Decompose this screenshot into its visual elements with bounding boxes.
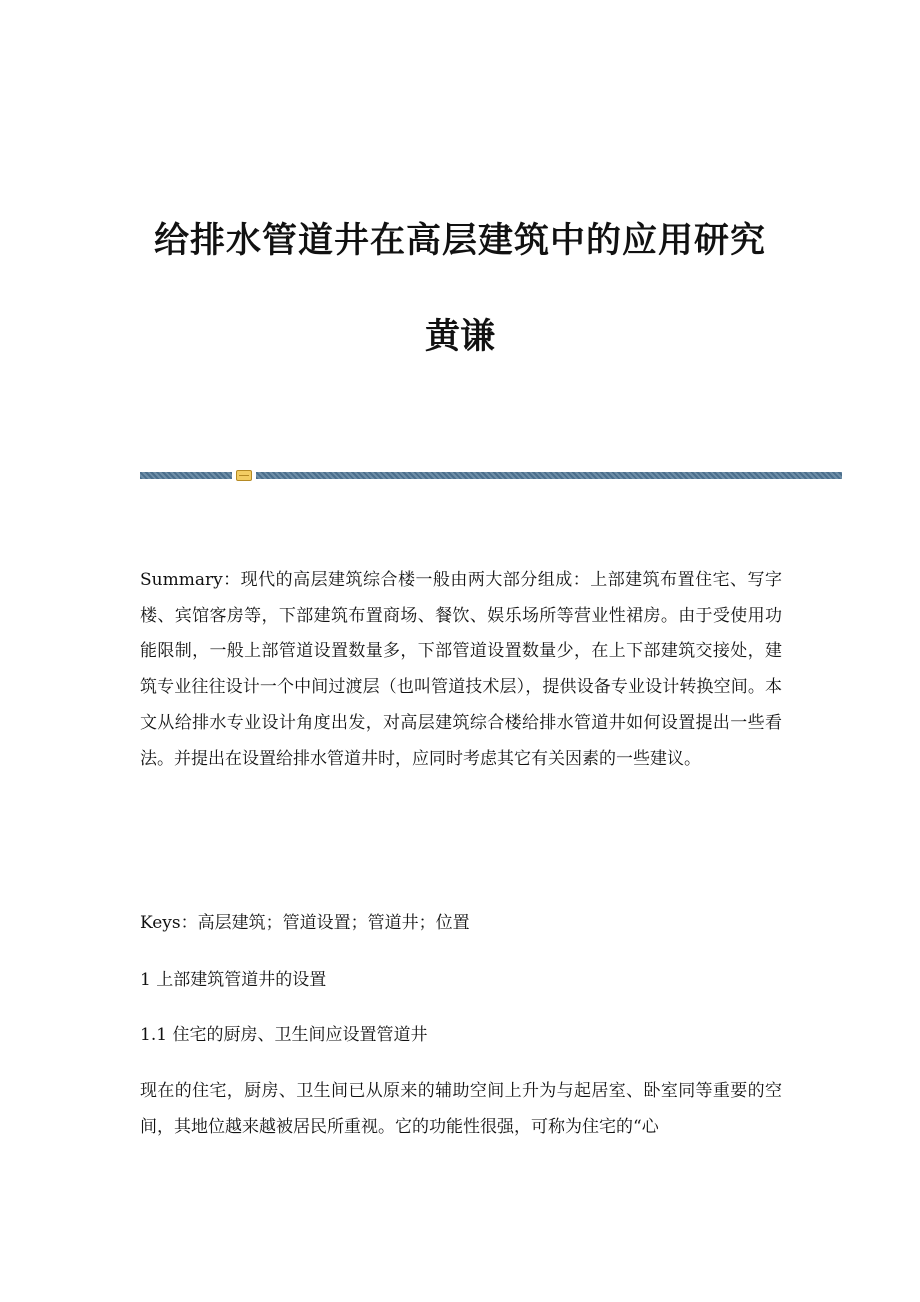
divider-bar-right [256,472,842,479]
keywords-text: 高层建筑；管道设置；管道井；位置 [197,913,470,933]
keywords-label: Keys： [140,913,198,933]
summary-paragraph [140,563,782,777]
keywords-paragraph [140,906,782,942]
section-heading-1-1: 1.1 住宅的厨房、卫生间应设置管道井 [140,1025,428,1045]
divider-ornament-icon [236,470,252,481]
divider-bar-left [140,472,232,479]
section-heading-1: 1 上部建筑管道井的设置 [140,970,327,990]
summary-text: 现代的高层建筑综合楼一般由两大部分组成：上部建筑布置住宅、写字楼、宾馆客房等，下部建筑布置商场、餐饮、娱乐场所等营业性裙房。由于受使用功能限制，一般上部管道设置数量多，下部管道设置数量少，在上下部建筑交接处，建筑专业往往设计一个中间过渡层（也叫管道技术层），提供设备专业设计转换空间。本文从给排水专业设计角度出发，对高层建筑综合楼给排水管道井如何设置提出一些看法。并提出在设置给排水管道井时，应同时考虑其它有关因素的一些建议。 [140,570,783,769]
summary-label: Summary： [140,570,241,590]
body-paragraph: 现在的住宅，厨房、卫生间已从原来的辅助空间上升为与起居室、卧室同等重要的空间，其地位越来越被居民所重视。它的功能性很强，可称为住宅的“心 [140,1081,782,1137]
decorative-divider [140,470,842,480]
document-author: 黄谦 [424,316,495,357]
document-title: 给排水管道井在高层建筑中的应用研究 [153,220,766,261]
